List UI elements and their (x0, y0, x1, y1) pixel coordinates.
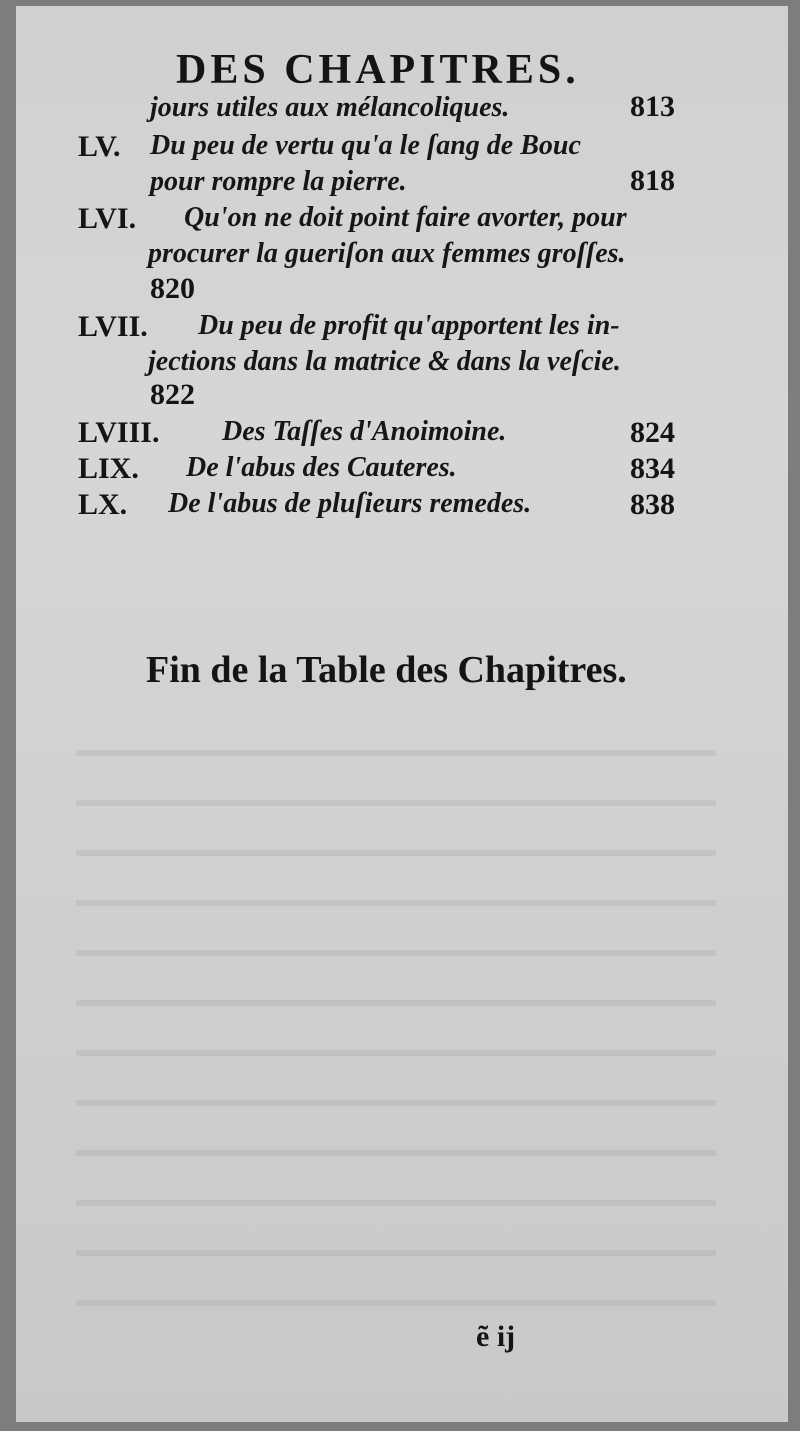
toc-continuation-page: 813 (630, 90, 675, 123)
toc-entry-line: procurer la gueriſon aux femmes groſſes. (148, 238, 626, 269)
toc-entry-line: Qu'on ne doit point faire avorter, pour (184, 202, 627, 233)
toc-continuation-text: jours utiles aux mélancoliques. (150, 92, 510, 123)
book-page (16, 6, 788, 1422)
toc-entry-line: De l'abus de pluſieurs remedes. (168, 488, 532, 519)
toc-entry-numeral: LX. (78, 488, 128, 521)
bleed-through-texture (76, 706, 716, 1326)
toc-entry-numeral: LIX. (78, 452, 139, 485)
toc-entry-numeral: LVIII. (78, 416, 160, 449)
toc-entry-page: 822 (150, 378, 195, 411)
toc-entry-line: jections dans la matrice & dans la veſcie. (148, 346, 621, 377)
toc-entry-page: 824 (630, 416, 675, 449)
toc-entry-page: 834 (630, 452, 675, 485)
toc-entry-line: De l'abus des Cauteres. (186, 452, 457, 483)
toc-entry-numeral: LVI. (78, 202, 137, 235)
toc-entry-line: pour rompre la pierre. (150, 166, 407, 197)
toc-entry-page: 838 (630, 488, 675, 521)
signature-mark: ẽ ij (476, 1320, 516, 1353)
toc-entry-page: 818 (630, 164, 675, 197)
toc-entry-line: Du peu de vertu qu'a le ſang de Bouc (150, 130, 581, 161)
running-header: DES CHAPITRES. (176, 47, 580, 93)
toc-entry-numeral: LVII. (78, 310, 148, 343)
toc-entry-numeral: LV. (78, 130, 121, 163)
end-of-table-note: Fin de la Table des Chapitres. (146, 649, 627, 691)
toc-entry-line: Des Taſſes d'Anoimoine. (222, 416, 507, 447)
toc-entry-line: Du peu de profit qu'apportent les in- (198, 310, 620, 341)
toc-entry-page: 820 (150, 272, 195, 305)
